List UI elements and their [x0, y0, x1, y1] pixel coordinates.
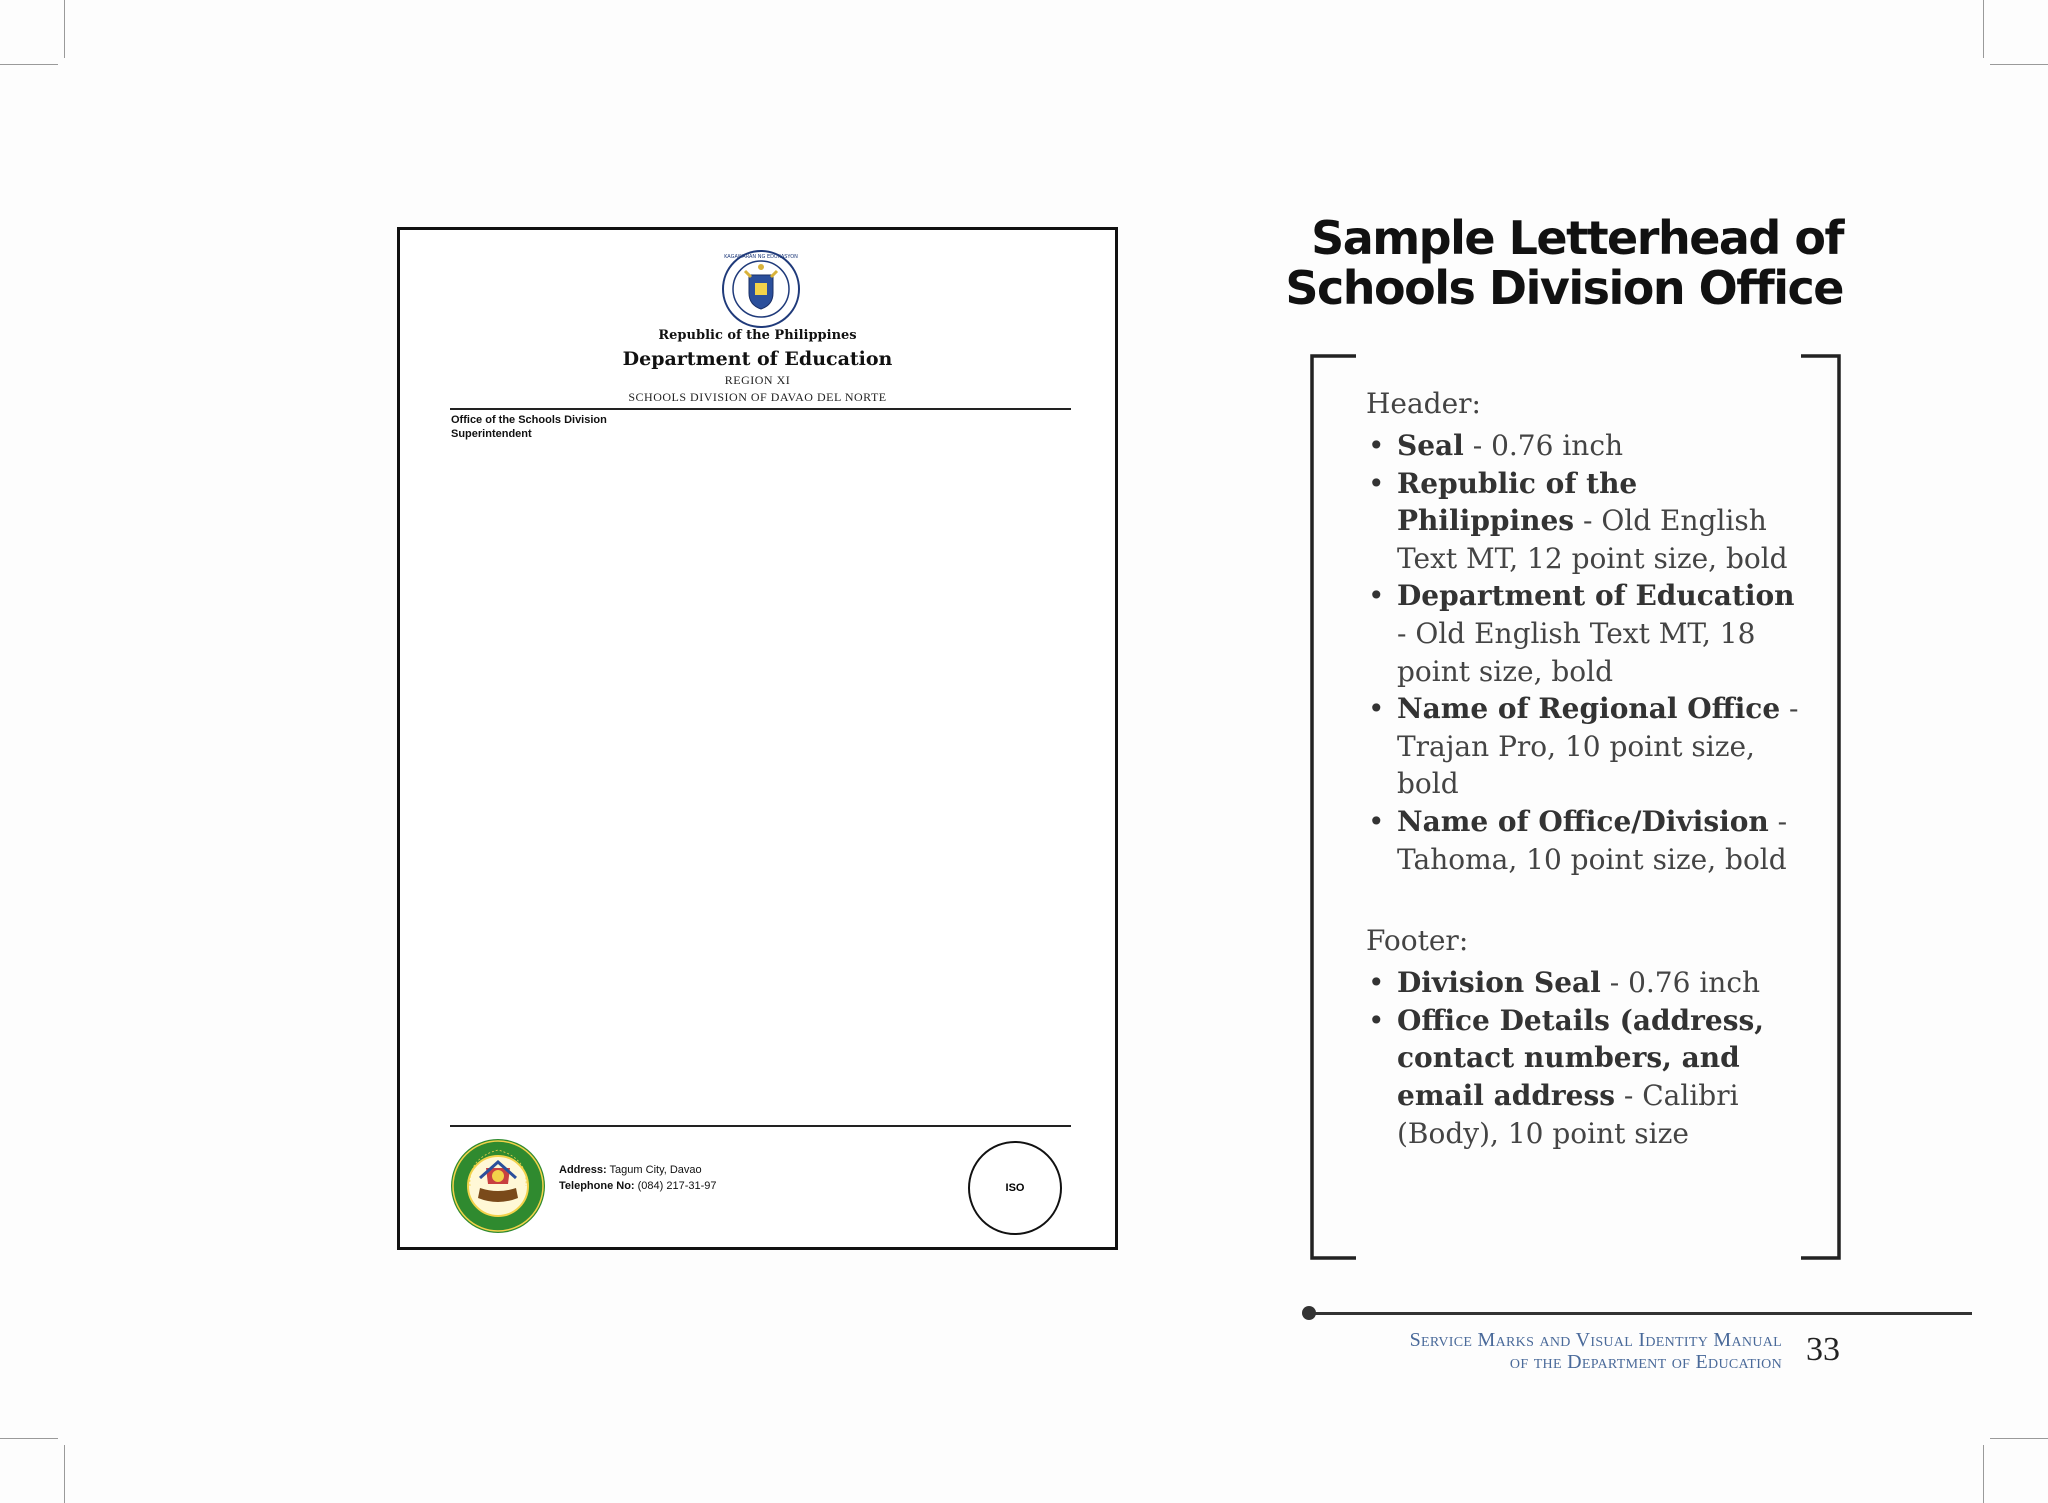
item-name: Office Details (address, contact numbers, and email address [1397, 1003, 1764, 1112]
item-detail: - 0.76 inch [1600, 966, 1761, 1000]
manual-line-1: Service Marks and Visual Identity Manual [1409, 1329, 1782, 1351]
header-label: Header: [1366, 387, 1481, 420]
item-name: Division Seal [1397, 966, 1601, 1000]
item-name: Republic of the Philippines [1397, 466, 1638, 538]
item-detail: - Tahoma, 10 point size, bold [1397, 804, 1788, 876]
item-detail: - Old English Text MT, 12 point size, bold [1397, 504, 1788, 575]
office-details [559, 1162, 717, 1194]
division-seal-icon [450, 1138, 546, 1234]
republic-line: Republic of the Philippines [658, 328, 857, 343]
item-name: Name of Regional Office [1397, 692, 1781, 726]
crop-mark [1990, 64, 2048, 65]
item-detail: - Old English Text MT, 18 point size, bold [1397, 616, 1756, 688]
list-item [1366, 1002, 1806, 1152]
address-label: Address: [559, 1164, 607, 1176]
crop-mark [1983, 1445, 1984, 1503]
crop-mark [0, 64, 58, 65]
item-detail: - Calibri (Body), 10 point size [1397, 1078, 1739, 1150]
department-line: Department of Education [622, 348, 893, 370]
crop-mark [1983, 0, 1984, 58]
crop-mark [64, 0, 65, 58]
region-line: REGION XI [724, 373, 791, 387]
list-item [1366, 427, 1806, 465]
footer-divider [1307, 1312, 1972, 1315]
seal-text: KAGAWARAN NG EDUKASYON [724, 254, 798, 260]
manual-line-2: of the Department of Education [1509, 1351, 1782, 1373]
office-name [451, 413, 671, 441]
footer-rule [450, 1125, 1071, 1127]
item-name: Name of Office/Division [1397, 804, 1769, 838]
item-detail: - 0.76 inch [1463, 429, 1624, 462]
footer-dot-icon [1302, 1306, 1316, 1320]
footer-label: Footer: [1366, 924, 1469, 958]
address-row [559, 1162, 717, 1178]
address-value: Tagum City, Davao [609, 1164, 702, 1176]
spec-list [1366, 385, 1806, 1152]
list-item [1366, 465, 1806, 578]
office-line-1: Office of the Schools Division [451, 414, 607, 426]
footer-items [1366, 964, 1806, 1152]
list-item [1366, 690, 1806, 803]
deped-seal-icon [721, 249, 801, 329]
iso-mark: ISO [968, 1141, 1062, 1235]
crop-mark [64, 1445, 65, 1503]
telephone-value: (084) 217-31-97 [637, 1180, 717, 1192]
office-line-2: Superintendent [451, 428, 532, 440]
header-rule [450, 408, 1071, 410]
title-line-2: Schools Division Office [1285, 261, 1843, 315]
crop-mark [0, 1438, 58, 1439]
manual-title [1410, 1329, 1782, 1373]
list-item [1366, 803, 1806, 878]
left-bracket [1310, 354, 1360, 1262]
item-name: Department of Education [1397, 579, 1795, 613]
telephone-label: Telephone No: [559, 1180, 635, 1192]
page-title [1285, 213, 1843, 313]
page-number: 33 [1806, 1331, 1840, 1368]
letterhead-sample [397, 227, 1118, 1250]
list-item [1366, 964, 1806, 1002]
header-items [1366, 427, 1806, 878]
telephone-row [559, 1178, 717, 1194]
item-detail: - Trajan Pro, 10 point size, bold [1397, 692, 1799, 801]
item-name: Seal [1397, 429, 1464, 462]
division-line: SCHOOLS DIVISION OF DAVAO DEL NORTE [628, 390, 887, 404]
title-line-1: Sample Letterhead of [1311, 211, 1843, 265]
crop-mark [1990, 1438, 2048, 1439]
list-item [1366, 577, 1806, 690]
